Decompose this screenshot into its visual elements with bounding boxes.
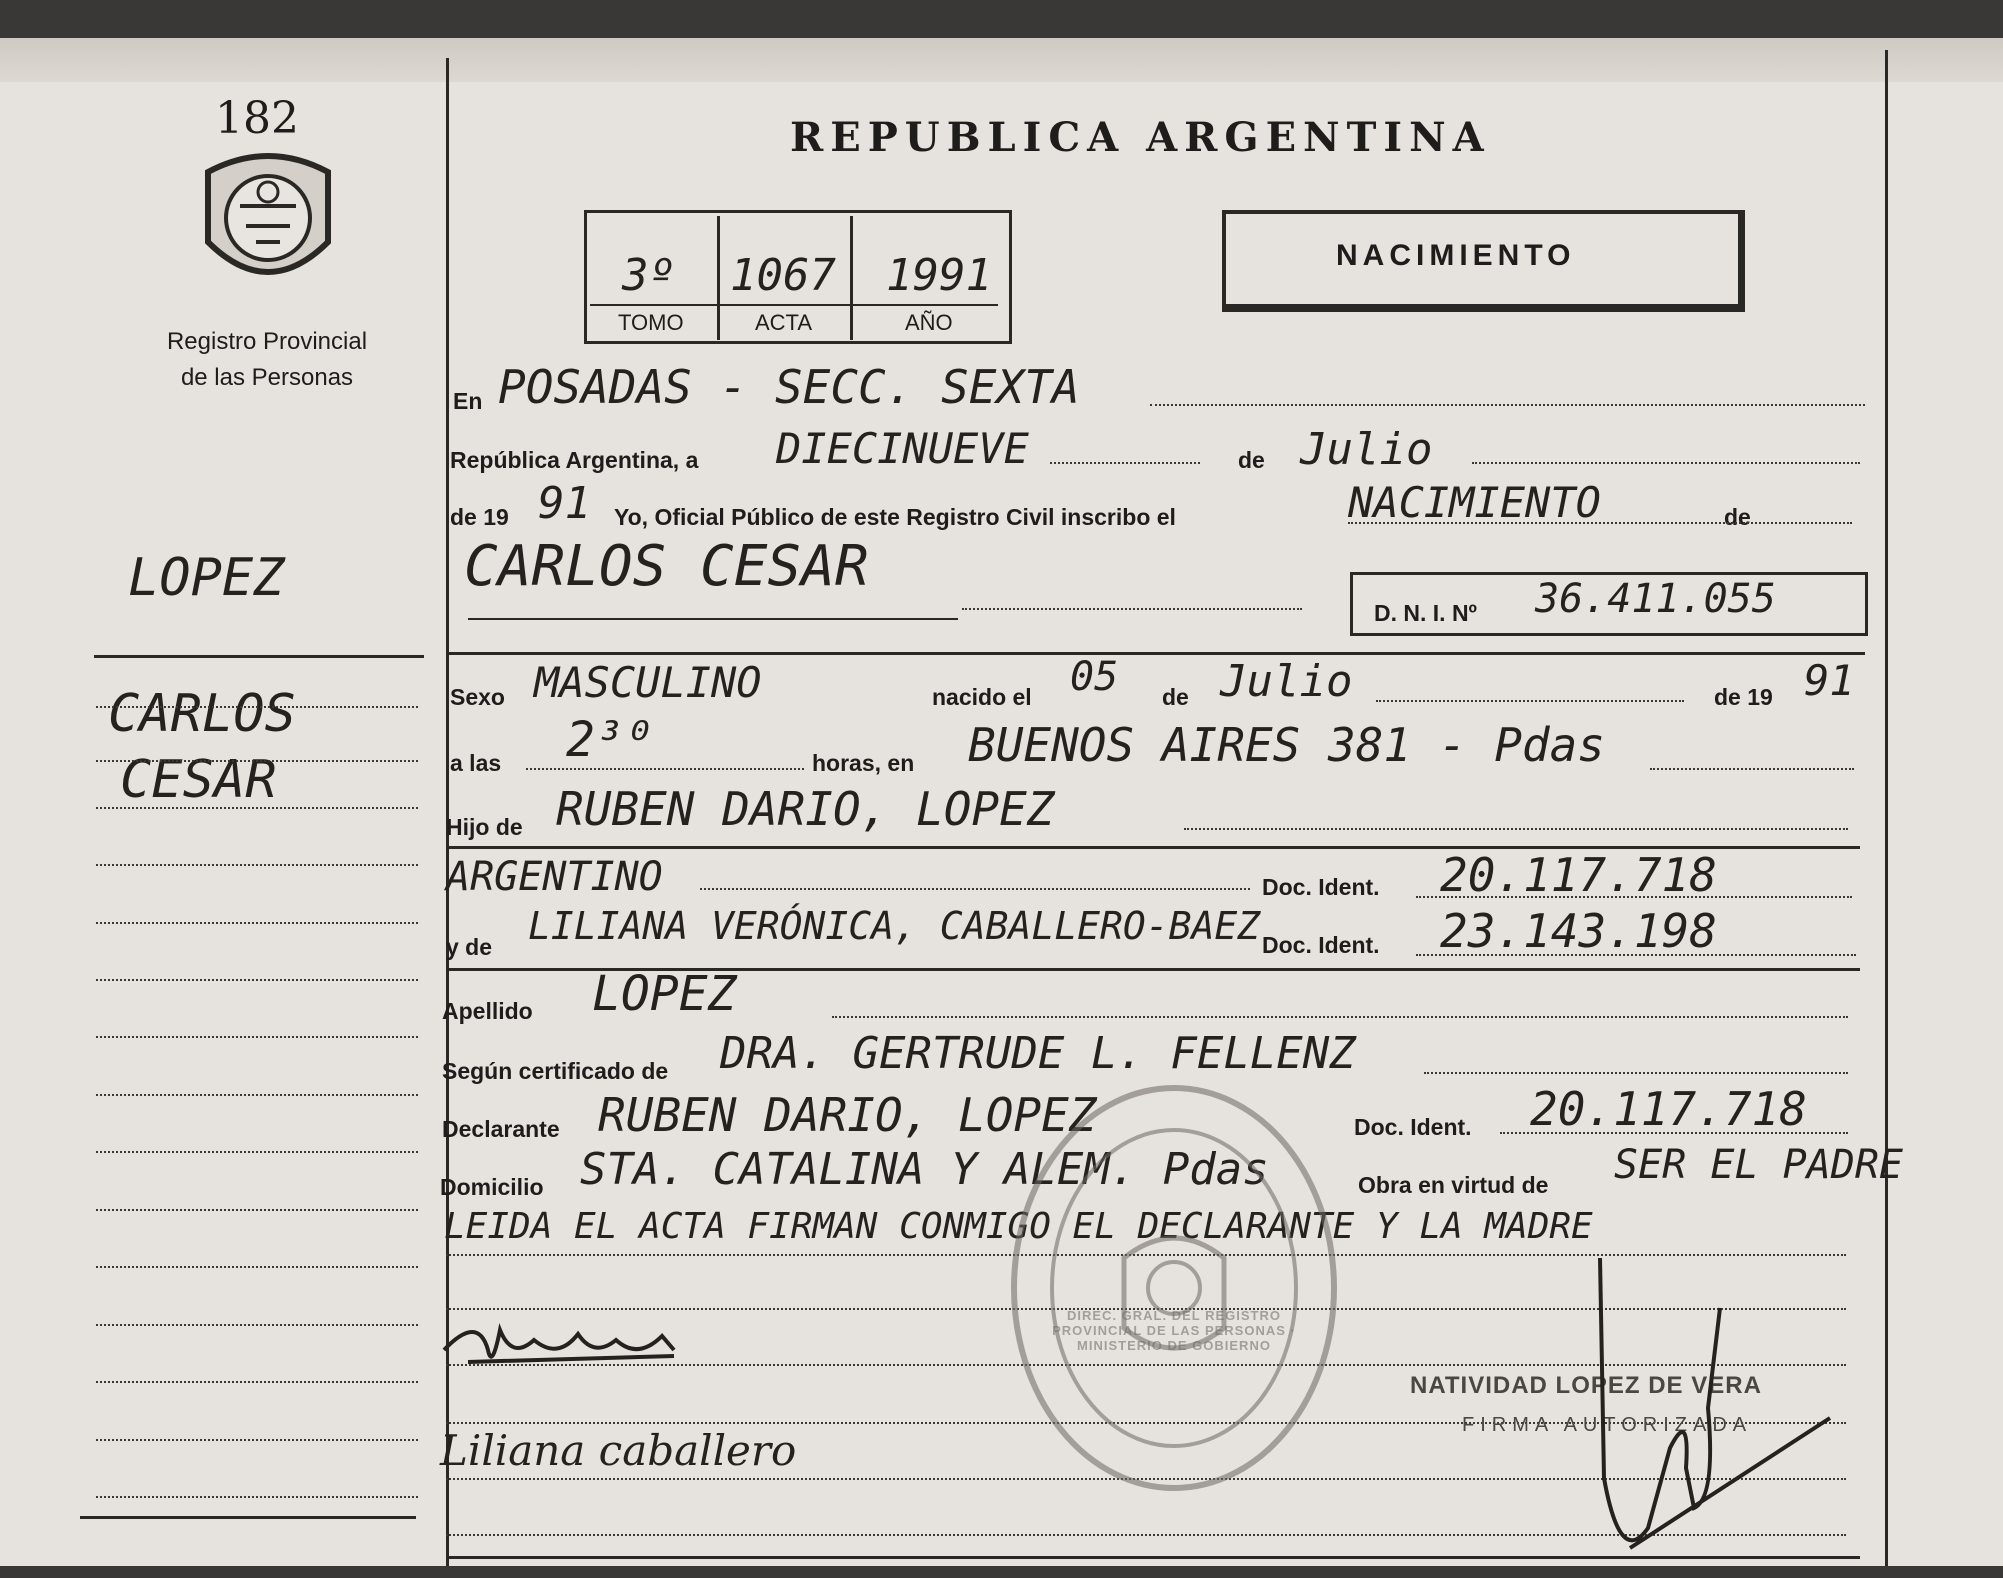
official-title: FIRMA AUTORIZADA [1462, 1414, 1753, 1436]
label-republica: República Argentina, a [450, 447, 699, 473]
value-hora: 2³⁰ [566, 712, 653, 768]
value-nombre: CARLOS CESAR [464, 534, 869, 599]
label-a-las: a las [450, 750, 502, 776]
tomo-value: 3º [622, 250, 675, 301]
value-dni: 36.411.055 [1535, 576, 1776, 622]
registry-stamp-text: DIREC. GRAL. DEL REGISTRO PROVINCIAL DE LAS PERSONAS · MINISTERIO DE GOBIERNO [1052, 1308, 1296, 1353]
country-title: REPUBLICA ARGENTINA [790, 114, 1491, 161]
misiones-seal-icon [196, 146, 340, 296]
tomo-label: TOMO [618, 310, 684, 335]
mother-signature: Liliana caballero [440, 1426, 797, 1475]
label-de-mes-nac: de [1162, 684, 1189, 710]
birth-certificate-page [0, 38, 2003, 1566]
value-madre: LILIANA VERÓNICA, CABALLERO-BAEZ [528, 904, 1261, 948]
label-de-acto: de [1724, 504, 1751, 530]
margin-surname: LOPEZ [128, 548, 285, 608]
value-nacionalidad: ARGENTINO [446, 854, 663, 900]
value-dia-nac: 05 [1070, 654, 1119, 700]
label-horas-en: horas, en [812, 750, 915, 776]
label-y-de: y de [446, 934, 493, 960]
label-apellido: Apellido [442, 998, 533, 1024]
value-domicilio: STA. CATALINA Y ALEM. Pdas [580, 1144, 1269, 1195]
label-dni: D. N. I. Nº [1374, 600, 1477, 626]
label-obra: Obra en virtud de [1358, 1172, 1549, 1198]
label-doc-declarante: Doc. Ident. [1354, 1114, 1472, 1140]
value-doc-declarante: 20.117.718 [1530, 1082, 1807, 1136]
anio-value: 1991 [886, 250, 992, 301]
provincial-registry-label: Registro Provincial de las Personas [166, 328, 368, 391]
value-acto: NACIMIENTO [1348, 478, 1601, 527]
value-apellido: LOPEZ [592, 966, 737, 1022]
value-doc-padre: 20.117.718 [1440, 848, 1717, 902]
page-binding-edge [0, 38, 2003, 82]
label-doc-padre: Doc. Ident. [1262, 874, 1380, 900]
value-anio: 91 [538, 478, 591, 529]
value-obra: SER EL PADRE [1614, 1142, 1903, 1188]
label-yo-oficial: Yo, Oficial Público de este Registro Civil inscribo el [614, 504, 1176, 530]
book-number: 182 [215, 93, 299, 144]
anio-label: AÑO [905, 310, 953, 335]
label-sexo: Sexo [450, 684, 505, 710]
value-sexo: MASCULINO [534, 658, 762, 707]
record-type: NACIMIENTO [1336, 239, 1576, 272]
label-nacido: nacido el [932, 684, 1032, 710]
label-hijo-de: Hijo de [446, 814, 523, 840]
registry-stamp [1004, 1078, 1344, 1498]
label-domicilio: Domicilio [440, 1174, 544, 1200]
value-anio-nac: 91 [1804, 656, 1855, 705]
value-lugar: POSADAS - SECC. SEXTA [498, 360, 1080, 414]
acta-label: ACTA [755, 310, 813, 335]
value-padre: RUBEN DARIO, LOPEZ [556, 782, 1055, 836]
value-lectura: LEIDA EL ACTA FIRMAN CONMIGO EL DECLARANTE Y LA MADRE [444, 1206, 1593, 1247]
label-de-19-nac: de 19 [1714, 684, 1773, 710]
margin-name-1: CARLOS [108, 684, 296, 744]
label-segun-certificado: Según certificado de [442, 1058, 669, 1084]
label-en: En [453, 388, 483, 414]
value-lugar-nac: BUENOS AIRES 381 - Pdas [968, 718, 1605, 772]
value-dia: DIECINUEVE [776, 424, 1029, 473]
value-declarante: RUBEN DARIO, LOPEZ [598, 1088, 1097, 1142]
official-name: NATIVIDAD LOPEZ DE VERA [1410, 1372, 1762, 1399]
margin-name-2: CESAR [120, 750, 277, 810]
label-de-mes: de [1238, 447, 1265, 473]
label-declarante: Declarante [442, 1116, 560, 1142]
acta-value: 1067 [730, 250, 836, 301]
value-doc-madre: 23.143.198 [1440, 904, 1717, 958]
label-doc-madre: Doc. Ident. [1262, 932, 1380, 958]
official-signature [1590, 1248, 1840, 1578]
label-de-19: de 19 [450, 504, 509, 530]
value-certificado: DRA. GERTRUDE L. FELLENZ [720, 1028, 1356, 1079]
value-mes: Julio [1300, 424, 1433, 475]
value-mes-nac: Julio [1220, 656, 1353, 707]
declarante-signature [438, 1310, 688, 1382]
